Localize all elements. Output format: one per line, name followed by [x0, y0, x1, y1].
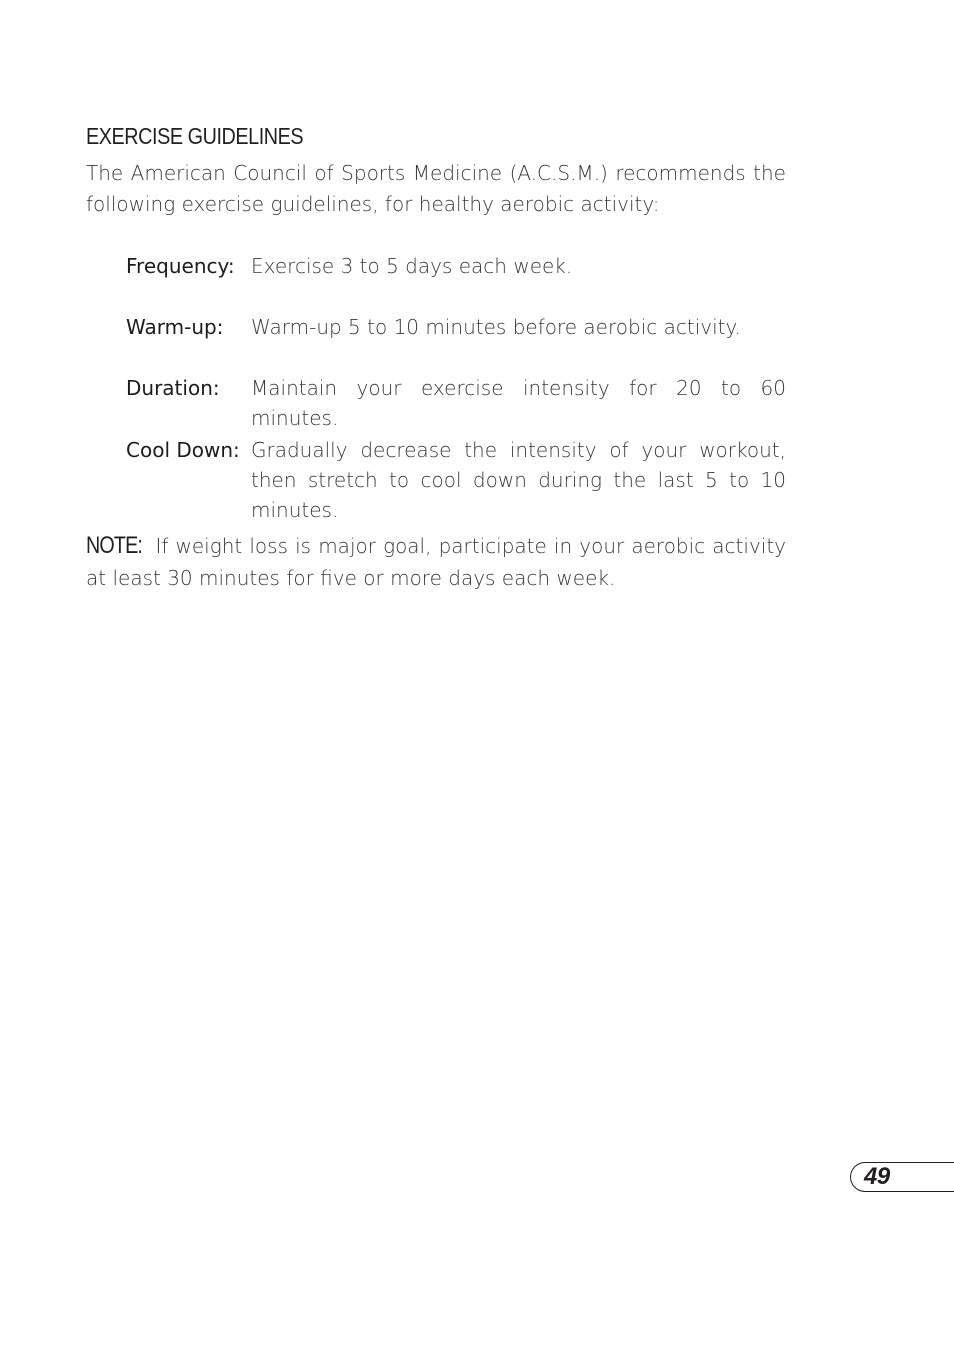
intro-paragraph: The American Council of Sports Medicine (A.C.S.M.) recommends the following exercise guidelines, for healthy aerobic activity: [86, 161, 786, 216]
section-title: EXERCISE GUIDELINES [86, 123, 304, 149]
page-number: 49 [864, 1163, 890, 1190]
guideline-label: Warm-up: [126, 315, 224, 339]
guideline-text: Gradually decrease the intensity of your workout, then stretch to cool down during the last 5 to 10 minutes. [251, 438, 786, 522]
guideline-frequency [126, 251, 786, 281]
guideline-label: Duration: [126, 376, 220, 400]
guideline-label: Frequency: [126, 254, 235, 278]
guideline-warm-up [126, 312, 786, 342]
guideline-label: Cool Down: [126, 438, 240, 462]
guideline-text: Warm-up 5 to 10 minutes before aerobic activity. [251, 315, 741, 339]
guideline-cool-down [126, 435, 786, 525]
note-text: If weight loss is major goal, participate in your aerobic activity at least 30 minutes for five or more days each week. [86, 534, 787, 590]
note-paragraph [86, 530, 786, 594]
guideline-duration [126, 373, 786, 433]
guideline-text: Maintain your exercise intensity for 20 to 60 minutes. [251, 376, 786, 430]
guideline-text: Exercise 3 to 5 days each week. [251, 254, 573, 278]
note-label: NOTE: [86, 532, 143, 559]
